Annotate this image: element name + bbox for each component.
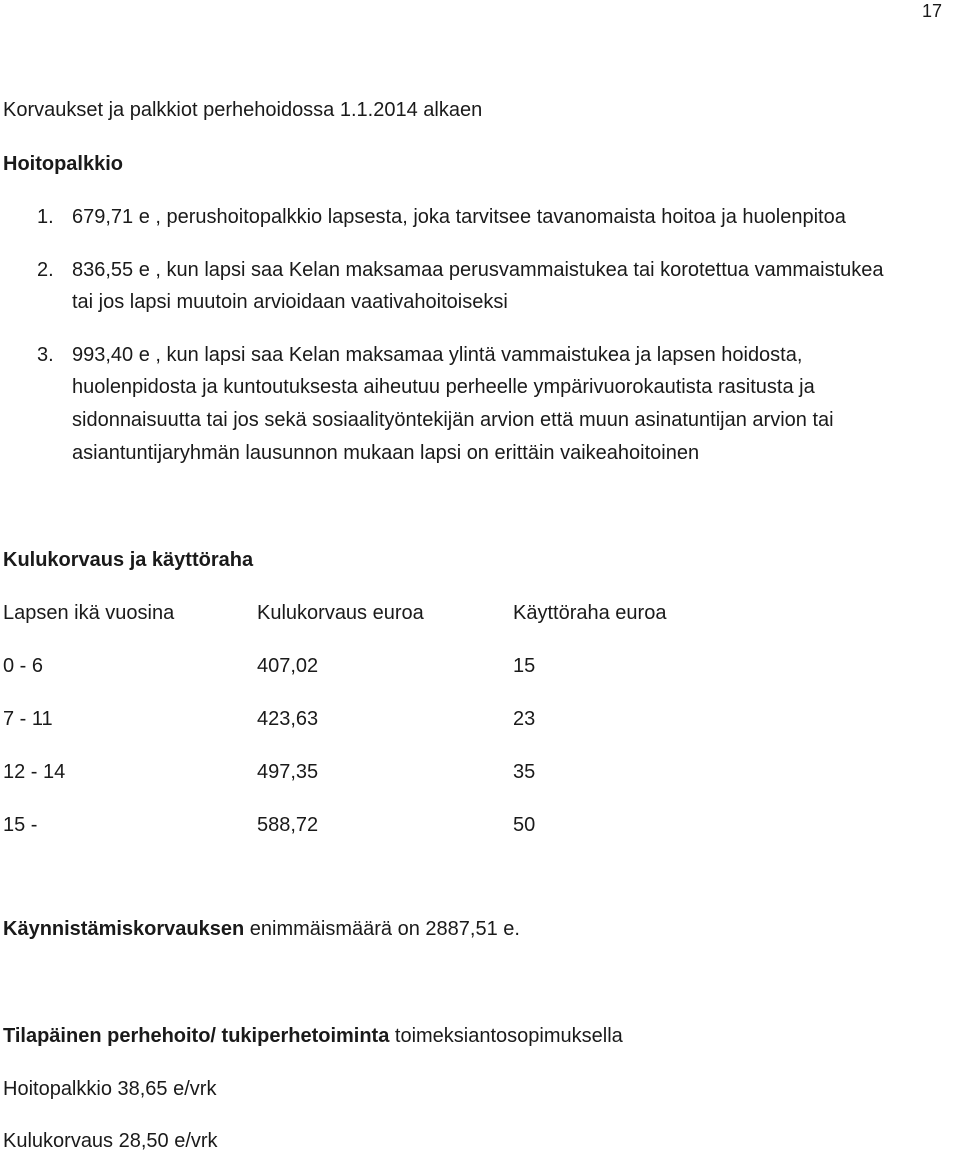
kulukorvaus-heading: Kulukorvaus ja käyttöraha <box>3 549 254 571</box>
table-header-kulukorvaus: Kulukorvaus euroa <box>257 602 424 624</box>
tilapainen-label: Tilapäinen perhehoito/ tukiperhetoiminta <box>3 1025 390 1047</box>
list-number: 2. <box>37 259 54 281</box>
list-item-text: tai jos lapsi muutoin arvioidaan vaativahoitoiseksi <box>72 291 508 313</box>
hoitopalkkio-heading: Hoitopalkkio <box>3 153 124 175</box>
tilapainen-rest: toimeksiantosopimuksella <box>389 1025 623 1047</box>
list-item-text: huolenpidosta ja kuntoutuksesta aiheutuu perheelle ympärivuorokautista rasitusta ja <box>72 376 815 398</box>
list-number: 1. <box>37 206 54 228</box>
table-cell: 423,63 <box>257 708 319 730</box>
kaynnistamiskorvaus-line <box>3 917 520 941</box>
tilapainen-hoitopalkkio: Hoitopalkkio 38,65 e/vrk <box>3 1078 217 1100</box>
table-header-kayttoraha: Käyttöraha euroa <box>513 602 667 624</box>
page-number: 17 <box>921 1 942 21</box>
list-item-text: 836,55 e , kun lapsi saa Kelan maksamaa perusvammaistukea tai korotettua vammaistukea <box>72 259 884 281</box>
table-cell: 15 - <box>3 814 38 836</box>
table-cell: 588,72 <box>257 814 319 836</box>
table-cell: 7 - 11 <box>3 708 53 730</box>
list-item-text: asiantuntijaryhmän lausunnon mukaan lapsi on erittäin vaikeahoitoinen <box>72 442 700 464</box>
list-item-text: 993,40 e , kun lapsi saa Kelan maksamaa ylintä vammaistukea ja lapsen hoidosta, <box>72 344 803 366</box>
kaynnistamiskorvaus-amount: enimmäismäärä on 2887,51 e. <box>244 918 520 940</box>
table-cell: 23 <box>513 708 536 730</box>
table-cell: 12 - 14 <box>3 761 66 783</box>
tilapainen-heading-line <box>3 1024 623 1048</box>
table-cell: 0 - 6 <box>3 655 44 677</box>
list-item-text: sidonnaisuutta tai jos sekä sosiaalityöntekijän arvion että muun asinatuntijan arvion tai <box>72 409 834 431</box>
table-cell: 50 <box>513 814 536 836</box>
list-item-text: 679,71 e , perushoitopalkkio lapsesta, joka tarvitsee tavanomaista hoitoa ja huolenpitoa <box>72 206 846 228</box>
kaynnistamiskorvaus-label: Käynnistämiskorvauksen <box>3 918 245 940</box>
table-cell: 15 <box>513 655 536 677</box>
table-cell: 35 <box>513 761 536 783</box>
table-cell: 407,02 <box>257 655 319 677</box>
table-header-age: Lapsen ikä vuosina <box>3 602 175 624</box>
tilapainen-kulukorvaus: Kulukorvaus 28,50 e/vrk <box>3 1130 218 1152</box>
document-title: Korvaukset ja palkkiot perhehoidossa 1.1.2014 alkaen <box>3 99 483 121</box>
table-cell: 497,35 <box>257 761 319 783</box>
list-number: 3. <box>37 344 54 366</box>
